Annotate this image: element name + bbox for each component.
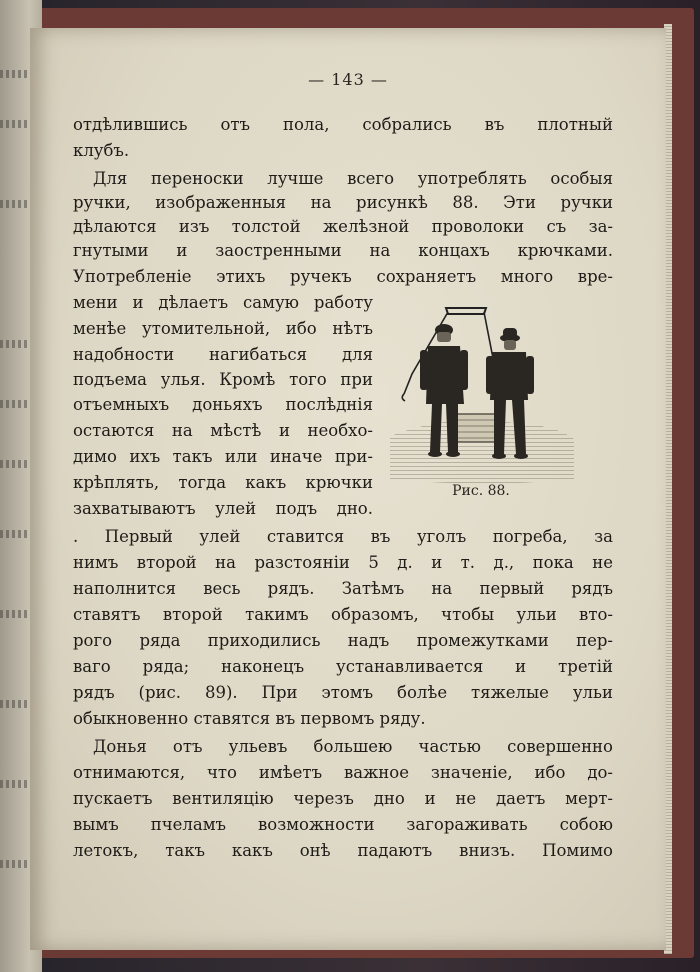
page-number: — 143 — (308, 70, 388, 89)
bleed-text (0, 530, 34, 538)
text-line: надобности нагибаться для (73, 345, 373, 364)
text-line: ручки, изображенныя на рисункѣ 88. Эти ручки (73, 193, 613, 212)
handle-top (446, 308, 486, 314)
bleed-text (0, 70, 34, 78)
text-line: наполнится весь рядъ. Затѣмъ на первый рядъ (73, 579, 613, 598)
text-line: клубъ. (73, 141, 130, 160)
bleed-text (0, 340, 34, 348)
text-line: остаются на мѣстѣ и необхо- (73, 421, 373, 440)
bleed-text (0, 700, 34, 708)
text-line: крѣплять, тогда какъ крючки (73, 473, 373, 492)
text-line: нимъ второй на разстояніи 5 д. и т. д., пока не (73, 553, 613, 572)
text-line: отъемныхъ доньяхъ послѣднія (73, 395, 373, 414)
text-line: вымъ пчеламъ возможности загораживать собою (73, 815, 613, 834)
text-line: летокъ, такъ какъ онѣ падаютъ внизъ. Помимо (73, 841, 613, 860)
text-line: отдѣлившись отъ пола, собрались въ плотный (73, 115, 613, 134)
bleed-text (0, 460, 34, 468)
text-line: гнутыми и заостренными на концахъ крючками. (73, 241, 613, 260)
bleed-text (0, 120, 34, 128)
text-line: дѣлаются изъ толстой желѣзной проволоки съ за- (73, 217, 613, 236)
text-line: Для переноски лучше всего употреблять особыя (93, 169, 613, 188)
text-line: . Первый улей ставится въ уголъ погреба, за (73, 527, 613, 546)
figure-88-illustration (386, 294, 576, 484)
text-line: ваго ряда; наконецъ устанавливается и третій (73, 657, 613, 676)
text-line: обыкновенно ставятся въ первомъ ряду. (73, 709, 426, 728)
book-page (30, 28, 666, 950)
bleed-text (0, 610, 34, 618)
text-line: захватываютъ улей подъ дно. (73, 499, 373, 518)
bleed-text (0, 780, 34, 788)
text-line: пускаетъ вентиляцію черезъ дно и не даетъ мерт- (73, 789, 613, 808)
text-line: менѣе утомительной, ибо нѣтъ (73, 319, 373, 338)
figure-caption: Рис. 88. (452, 483, 510, 499)
bleed-text (0, 200, 34, 208)
text-line: подъема улья. Кромѣ того при (73, 370, 373, 389)
text-line: Употребленіе этихъ ручекъ сохраняетъ много вре- (73, 267, 613, 286)
text-line: димо ихъ такъ или иначе при- (73, 447, 373, 466)
text-line: мени и дѣлаетъ самую работу (73, 293, 373, 312)
text-line: Донья отъ ульевъ большею частью совершенно (93, 737, 613, 756)
text-line: рого ряда приходились надъ промежутками пер- (73, 631, 613, 650)
bleed-text (0, 860, 34, 868)
text-line: рядъ (рис. 89). При этомъ болѣе тяжелые ульи (73, 683, 613, 702)
bleed-text (0, 400, 34, 408)
text-line: ставятъ второй такимъ образомъ, чтобы ульи вто- (73, 605, 613, 624)
text-line: отнимаются, что имѣетъ важное значеніе, ибо до- (73, 763, 613, 782)
